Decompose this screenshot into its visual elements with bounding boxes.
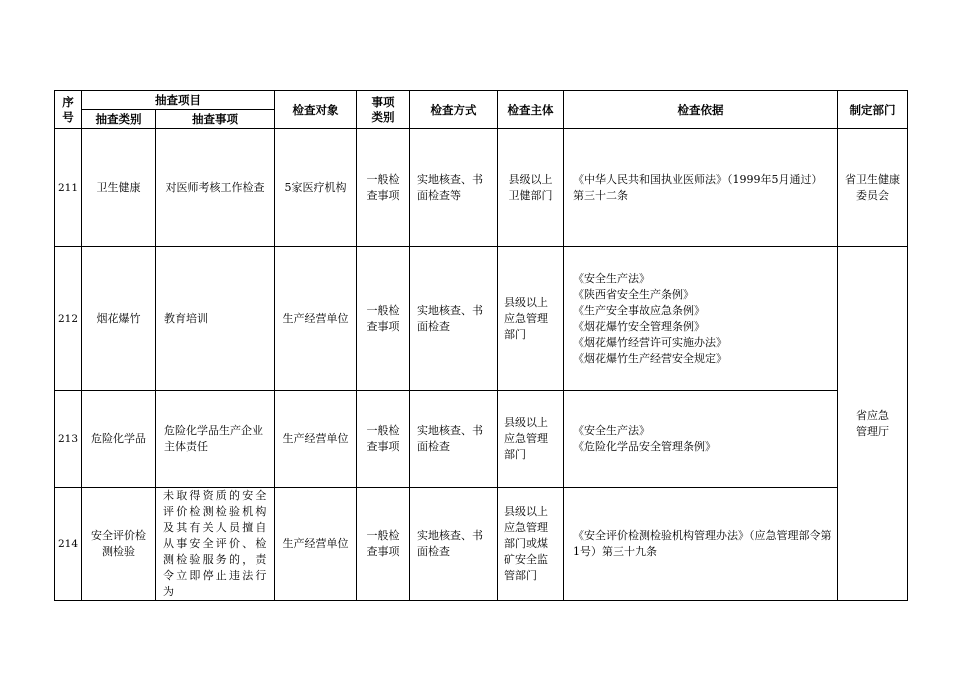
basis-law: 《危险化学品安全管理条例》 (573, 440, 716, 453)
row-basis (564, 391, 838, 488)
header-matter: 抽查事项 (156, 110, 275, 129)
header-basis: 检查依据 (564, 91, 838, 129)
basis-law: 《安全生产法》 (573, 271, 650, 285)
row-subject: 县级以上应急管理部门 (498, 391, 564, 488)
row-matter: 教育培训 (156, 247, 275, 391)
basis-law: 《陕西省安全生产条例》 (573, 287, 694, 301)
row-seq: 212 (55, 247, 82, 391)
row-subject: 县级以上应急管理部门或煤矿安全监管部门 (498, 488, 564, 601)
row-dept: 省应急管理厅 (838, 247, 908, 601)
row-method: 实地核查、书面检查等 (410, 129, 498, 247)
header-seq: 序号 (55, 91, 82, 129)
row-matter-type: 一般检查事项 (357, 247, 410, 391)
header-item: 抽查项目 (82, 91, 275, 110)
basis-law: 《生产安全事故应急条例》 (573, 303, 705, 317)
row-matter: 对医师考核工作检查 (156, 129, 275, 247)
table-row (55, 391, 908, 488)
row-matter: 危险化学品生产企业主体责任 (156, 391, 275, 488)
row-method: 实地核查、书面检查 (410, 247, 498, 391)
row-target: 生产经营单位 (275, 247, 357, 391)
row-seq: 214 (55, 488, 82, 601)
basis-law: 《中华人民共和国执业医师法》（1999年5月通过）第三十二条 (573, 172, 823, 202)
table-row (55, 247, 908, 391)
basis-law: 《安全评价检测检验机构管理办法》（应急管理部令第1号）第三十九条 (573, 529, 832, 558)
row-basis (564, 488, 838, 601)
header-category: 抽查类别 (82, 110, 156, 129)
basis-law: 《烟花爆竹安全管理条例》 (573, 319, 705, 333)
row-seq: 211 (55, 129, 82, 247)
row-target: 5家医疗机构 (275, 129, 357, 247)
row-matter-type: 一般检查事项 (357, 488, 410, 601)
row-subject: 县级以上卫健部门 (498, 129, 564, 247)
header-method: 检查方式 (410, 91, 498, 129)
row-basis (564, 247, 838, 391)
header-target: 检查对象 (275, 91, 357, 129)
header-matter-type: 事项类别 (357, 91, 410, 129)
row-dept: 省卫生健康委员会 (838, 129, 908, 247)
row-category: 烟花爆竹 (82, 247, 156, 391)
row-seq: 213 (55, 391, 82, 488)
row-method: 实地核查、书面检查 (410, 488, 498, 601)
row-matter-type: 一般检查事项 (357, 129, 410, 247)
basis-law: 《安全生产法》 (573, 424, 650, 437)
row-subject: 县级以上应急管理部门 (498, 247, 564, 391)
basis-law: 《烟花爆竹生产经营安全规定》 (573, 351, 727, 365)
inspection-table (54, 90, 908, 601)
row-category: 卫生健康 (82, 129, 156, 247)
row-category: 危险化学品 (82, 391, 156, 488)
table-row (55, 129, 908, 247)
row-target: 生产经营单位 (275, 391, 357, 488)
row-method: 实地核查、书面检查 (410, 391, 498, 488)
row-basis (564, 129, 838, 247)
row-target: 生产经营单位 (275, 488, 357, 601)
row-category: 安全评价检测检验 (82, 488, 156, 601)
table-row (55, 488, 908, 601)
header-subject: 检查主体 (498, 91, 564, 129)
row-matter-type: 一般检查事项 (357, 391, 410, 488)
basis-law: 《烟花爆竹经营许可实施办法》 (573, 335, 727, 349)
row-matter: 未取得资质的安全评价检测检验机构及其有关人员擅自从事安全评价、检测检验服务的，责令立即停止违法行为 (156, 488, 275, 601)
header-dept: 制定部门 (838, 91, 908, 129)
